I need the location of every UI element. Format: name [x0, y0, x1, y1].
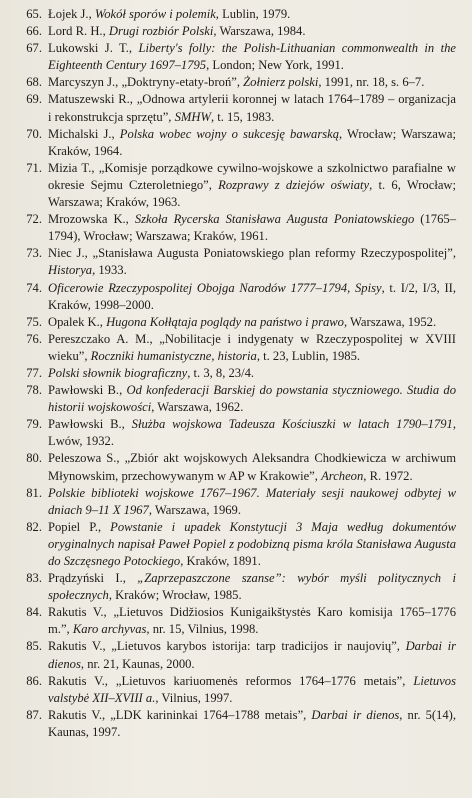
- entry-text-segment: , nr. 21, Kaunas, 2000.: [80, 656, 195, 671]
- entry-number: 69.: [26, 92, 42, 107]
- entry-text: [48, 23, 456, 40]
- bibliography-entry: [14, 485, 456, 519]
- entry-text: [48, 485, 456, 519]
- bibliography-entry: [14, 91, 456, 125]
- entry-text: [48, 314, 456, 331]
- bibliography-entry: [14, 604, 456, 638]
- entry-title-italic: Oficerowie Rzeczypospolitej Obojga Narodów 1777–1794, Spisy: [48, 280, 382, 295]
- entry-number: 70.: [26, 126, 42, 141]
- entry-title-italic: Darbai ir dienos: [48, 639, 456, 671]
- entry-title-italic: „Zaprzepaszczone szanse”: wybór myśli politycznych i społecznych: [48, 571, 456, 603]
- entry-text-segment: , t. 15, 1983.: [210, 109, 275, 124]
- entry-number: 68.: [26, 75, 42, 90]
- entry-title-italic: Służba wojskowa Tadeusza Kościuszki w latach 1790–1791: [131, 417, 453, 432]
- entry-title-italic: Wokół sporów i polemik: [94, 7, 216, 21]
- entry-text-segment: , t. I/2, I/3, II, Kraków, 1998–2000.: [48, 280, 457, 312]
- entry-text: [48, 519, 456, 570]
- entry-text-segment: (1765–1794), Wrocław; Warszawa; Kraków, 1961.: [48, 212, 456, 244]
- bibliography-entry: [14, 126, 456, 160]
- entry-title-italic: Powstanie i upadek Konstytucji 3 Maja według dokumentów oryginalnych napisał Paweł Popiel z podobizną pisma króla Stanisława Augusta do Szczęsnego Potockiego: [48, 519, 456, 568]
- entry-text-segment: Rakutis V., „Lietuvos kariuomenės reformos 1764–1776 metais”,: [48, 673, 414, 688]
- entry-number: 75.: [26, 314, 42, 329]
- entry-text-segment: Mrozowska K.,: [48, 212, 135, 227]
- entry-text: [48, 6, 456, 23]
- entry-text-segment: Opalek K.,: [48, 314, 107, 329]
- bibliography-entry: [14, 314, 456, 331]
- entry-text-segment: , t. 6, Wrocław; Warszawa; Kraków, 1963.: [48, 177, 457, 210]
- entry-number: 78.: [26, 383, 42, 398]
- bibliography-entry: [14, 6, 456, 23]
- entry-title-italic: SMHW: [174, 109, 211, 124]
- entry-title-italic: Od konfederacji Barskiej do powstania styczniowego. Studia do historii wojskowości: [48, 383, 456, 415]
- entry-text: [48, 638, 456, 672]
- entry-text-segment: Rakutis V., „Lietuvos Didžiosios Kunigaikštystės Karo komisija 1765–1776 m.”,: [48, 605, 456, 637]
- bibliography-list: [14, 6, 456, 741]
- entry-title-italic: Polski słownik biograficzny: [48, 365, 188, 380]
- entry-number: 67.: [26, 41, 42, 56]
- entry-text: [48, 416, 456, 450]
- entry-title-italic: Hugona Kołłątaja poglądy na państwo i prawo: [106, 314, 344, 329]
- entry-text-segment: , 1991, nr. 18, s. 6–7.: [318, 75, 425, 90]
- entry-title-italic: Lietuvos valstybė XII–XVIII a.: [48, 673, 456, 705]
- entry-text: [48, 707, 456, 741]
- bibliography-entry: [14, 707, 456, 741]
- entry-text: [48, 211, 456, 245]
- entry-text-segment: , nr. 15, Vilnius, 1998.: [146, 622, 259, 637]
- bibliography-entry: [14, 331, 456, 365]
- entry-title-italic: Archeon: [321, 468, 364, 483]
- entry-text-segment: , Warszawa, 1984.: [213, 24, 306, 39]
- entry-text-segment: , Warszawa, 1952.: [343, 314, 437, 329]
- entry-title-italic: Drugi rozbiór Polski: [108, 24, 214, 39]
- entry-text: [48, 604, 456, 638]
- entry-text-segment: Pereszczako A. M., „Nobilitacje i indygenaty w Rzeczypospolitej w XVIII wieku”,: [48, 331, 456, 363]
- entry-number: 79.: [26, 417, 42, 432]
- entry-text: [48, 280, 456, 314]
- entry-text-segment: , London; New York, 1991.: [206, 58, 344, 73]
- entry-text-segment: Lord R. H.,: [48, 24, 109, 39]
- entry-number: 77.: [26, 365, 42, 380]
- entry-number: 82.: [26, 519, 42, 534]
- entry-text-segment: , R. 1972.: [363, 468, 413, 483]
- entry-text-segment: Rakutis V., „Lietuvos karybos istorija: tarp tradicijos ir naujovių”,: [48, 639, 406, 654]
- bibliography-entry: [14, 673, 456, 707]
- entry-text-segment: , 1933.: [92, 263, 127, 278]
- entry-text: [48, 91, 456, 125]
- bibliography-entry: [14, 416, 456, 450]
- entry-title-italic: Karo archyvas: [72, 622, 147, 637]
- entry-text-segment: , Kraków, 1891.: [180, 554, 261, 568]
- entry-text: [48, 365, 456, 382]
- bibliography-entry: [14, 211, 456, 245]
- bibliography-entry: [14, 280, 456, 314]
- entry-text-segment: , nr. 5(14), Kaunas, 1997.: [48, 707, 456, 739]
- entry-number: 76.: [26, 331, 42, 346]
- entry-text: [48, 245, 456, 279]
- bibliography-entry: [14, 74, 456, 91]
- entry-text-segment: , Warszawa, 1962.: [151, 400, 244, 415]
- entry-text-segment: Pawłowski B.,: [48, 417, 132, 432]
- entry-title-italic: Polska wobec wojny o sukcesję bawarską: [119, 126, 340, 141]
- entry-number: 83.: [26, 571, 42, 586]
- bibliography-entry: [14, 245, 456, 279]
- bibliography-entry: [14, 40, 456, 74]
- entry-number: 80.: [26, 451, 42, 466]
- entry-text-segment: Lukowski J. T.,: [48, 41, 139, 56]
- entry-number: 81.: [26, 485, 42, 500]
- bibliography-entry: [14, 638, 456, 672]
- entry-text-segment: Prądzyński I.,: [48, 571, 138, 586]
- entry-text: [48, 570, 456, 604]
- entry-text-segment: , Lublin, 1979.: [215, 7, 291, 21]
- entry-title-italic: Polskie biblioteki wojskowe 1767–1967. Materiały sesji naukowej odbytej w dniach 9–11 X 1967: [48, 485, 456, 517]
- entry-text-segment: Niec J., „Stanisława Augusta Poniatowskiego plan reformy Rzeczypospolitej”,: [48, 246, 456, 261]
- bibliography-entry: [14, 519, 456, 570]
- entry-title-italic: Żołnierz polski: [243, 75, 319, 90]
- bibliography-entry: [14, 450, 456, 484]
- bibliography-entry: [14, 23, 456, 40]
- entry-text: [48, 126, 456, 160]
- bibliography-entry: [14, 365, 456, 382]
- entry-title-italic: Roczniki humanistyczne, historia: [90, 348, 257, 363]
- entry-text-segment: , Wrocław; Warszawa; Kraków, 1964.: [48, 126, 456, 158]
- entry-text-segment: Popiel P.,: [48, 519, 111, 534]
- entry-text: [48, 450, 456, 484]
- entry-text-segment: , t. 23, Lublin, 1985.: [256, 348, 361, 363]
- entry-title-italic: Liberty's folly: the Polish-Lithuanian commonwealth in the Eighteenth Century 1697–1795: [48, 41, 457, 73]
- entry-text-segment: Marcyszyn J., „Doktryny-etaty-broń”,: [48, 75, 244, 90]
- entry-number: 84.: [26, 605, 42, 620]
- entry-number: 66.: [26, 24, 42, 39]
- entry-number: 87.: [26, 707, 42, 722]
- entry-text: [48, 160, 456, 211]
- entry-title-italic: Darbai ir dienos: [311, 707, 400, 722]
- bibliography-entry: [14, 160, 456, 211]
- entry-title-italic: Szkoła Rycerska Stanisława Augusta Poniatowskiego: [134, 212, 415, 227]
- bibliography-entry: [14, 570, 456, 604]
- entry-text: [48, 74, 456, 91]
- entry-number: 73.: [26, 246, 42, 261]
- entry-text-segment: , Kraków; Wrocław, 1985.: [108, 588, 242, 603]
- entry-number: 86.: [26, 673, 42, 688]
- entry-title-italic: Historya: [48, 263, 93, 278]
- entry-text-segment: Mizia T., „Komisje porządkowe cywilno-wojskowe a szkolnictwo parafialne w okresie Sejmu Czteroletniego”,: [48, 160, 456, 192]
- entry-number: 74.: [26, 280, 42, 295]
- entry-text: [48, 673, 456, 707]
- entry-number: 72.: [26, 212, 42, 227]
- entry-text-segment: , Lwów, 1932.: [48, 417, 456, 449]
- entry-number: 65.: [26, 7, 42, 21]
- entry-text: [48, 40, 456, 74]
- entry-text-segment: , Warszawa, 1969.: [148, 502, 241, 517]
- entry-text-segment: Michalski J.,: [48, 126, 120, 141]
- entry-text-segment: Łojek J.,: [48, 7, 95, 21]
- entry-text-segment: Peleszowa S., „Zbiór akt wojskowych Aleksandra Chodkiewicza w archiwum Młynowskim, przechowywanym w AP w Krakowie”,: [48, 451, 456, 483]
- entry-number: 71.: [26, 160, 42, 175]
- entry-text-segment: Pawłowski B.,: [48, 383, 127, 398]
- entry-text-segment: Rakutis V., „LDK karininkai 1764–1788 metais”,: [48, 707, 312, 722]
- entry-text-segment: , Vilnius, 1997.: [155, 690, 233, 705]
- entry-title-italic: Rozprawy z dziejów oświaty: [218, 177, 370, 192]
- entry-number: 85.: [26, 639, 42, 654]
- entry-text-segment: , t. 3, 8, 23/4.: [187, 365, 255, 380]
- entry-text: [48, 331, 456, 365]
- entry-text-segment: Matuszewski R., „Odnowa artylerii koronnej w latach 1764–1789 – organizacja i rekonstrukcja sprzętu”,: [48, 92, 456, 124]
- entry-text: [48, 382, 456, 416]
- bibliography-entry: [14, 382, 456, 416]
